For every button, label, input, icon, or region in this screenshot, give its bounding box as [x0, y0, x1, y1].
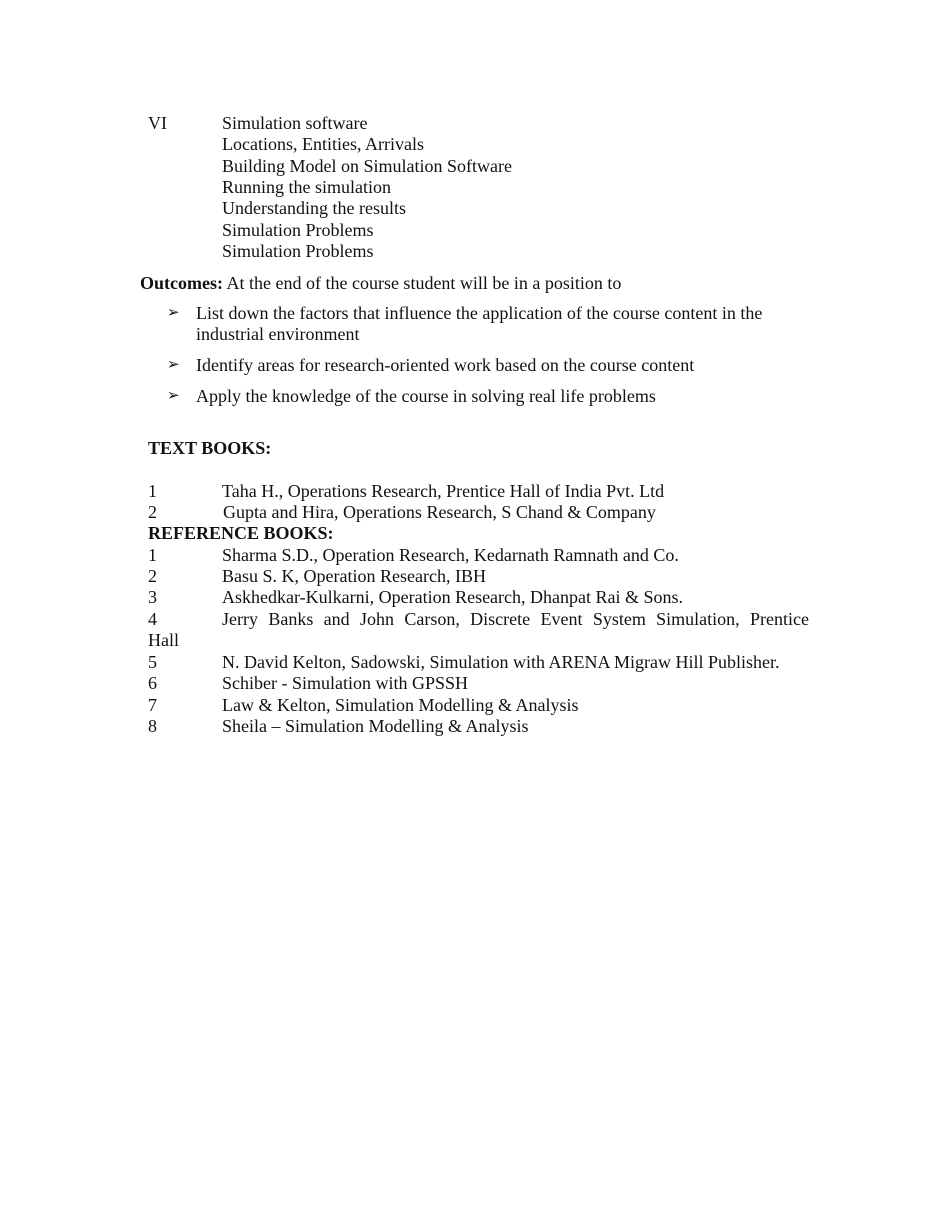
outcomes-intro: At the end of the course student will be in a position to	[222, 273, 622, 293]
reference-book-entry: Askhedkar-Kulkarni, Operation Research, Dhanpat Rai & Sons.	[222, 587, 684, 607]
module-topic-list	[222, 113, 512, 262]
arrow-bullet-icon: ➢	[167, 357, 180, 373]
reference-book-entry: Jerry Banks and John Carson, Discrete Event System Simulation, Prentice	[222, 609, 809, 629]
topic-item: Simulation software	[222, 113, 368, 133]
reference-book-number: 3	[148, 587, 157, 607]
reference-book-entry: Law & Kelton, Simulation Modelling & Analysis	[222, 695, 579, 715]
reference-book-entry: N. David Kelton, Sadowski, Simulation with ARENA Migraw Hill Publisher.	[222, 652, 780, 672]
reference-book-number: 5	[148, 652, 157, 672]
reference-book-number: 6	[148, 673, 157, 693]
topic-item: Running the simulation	[222, 176, 391, 197]
text-book-entry: Taha H., Operations Research, Prentice Hall of India Pvt. Ltd	[222, 481, 665, 501]
module-number: VI	[148, 113, 167, 133]
outcomes-paragraph	[140, 273, 621, 294]
topic-item: Simulation Problems	[222, 219, 374, 240]
text-book-number: 2	[148, 502, 157, 522]
reference-book-number: 1	[148, 545, 157, 565]
topic-item: Understanding the results	[222, 198, 406, 219]
reference-book-number: 2	[148, 566, 157, 586]
outcomes-label: Outcomes:	[140, 273, 223, 293]
topic-item: Locations, Entities, Arrivals	[222, 134, 424, 155]
topic-item: Simulation Problems	[222, 240, 374, 261]
outcome-item: Identify areas for research-oriented work based on the course content	[196, 355, 695, 375]
arrow-bullet-icon: ➢	[167, 388, 180, 404]
outcome-item: Apply the knowledge of the course in solving real life problems	[196, 386, 656, 406]
reference-book-number: 7	[148, 695, 157, 715]
outcome-item: List down the factors that influence the application of the course content in the industrial environment	[196, 303, 763, 344]
topic-item: Building Model on Simulation Software	[222, 155, 512, 176]
text-books-heading: TEXT BOOKS:	[148, 438, 272, 458]
reference-books-heading: REFERENCE BOOKS:	[148, 523, 334, 543]
reference-book-entry: Sharma S.D., Operation Research, Kedarnath Ramnath and Co.	[222, 545, 679, 565]
reference-book-number: 8	[148, 716, 157, 736]
reference-book-continuation: Hall	[148, 630, 179, 650]
reference-book-entry: Schiber - Simulation with GPSSH	[222, 673, 469, 693]
reference-book-number: 4	[148, 609, 157, 629]
text-book-number: 1	[148, 481, 157, 501]
arrow-bullet-icon: ➢	[167, 305, 180, 321]
text-book-entry: Gupta and Hira, Operations Research, S Chand & Company	[223, 502, 656, 522]
reference-book-entry: Sheila – Simulation Modelling & Analysis	[222, 716, 529, 736]
reference-book-entry: Basu S. K, Operation Research, IBH	[222, 566, 486, 586]
